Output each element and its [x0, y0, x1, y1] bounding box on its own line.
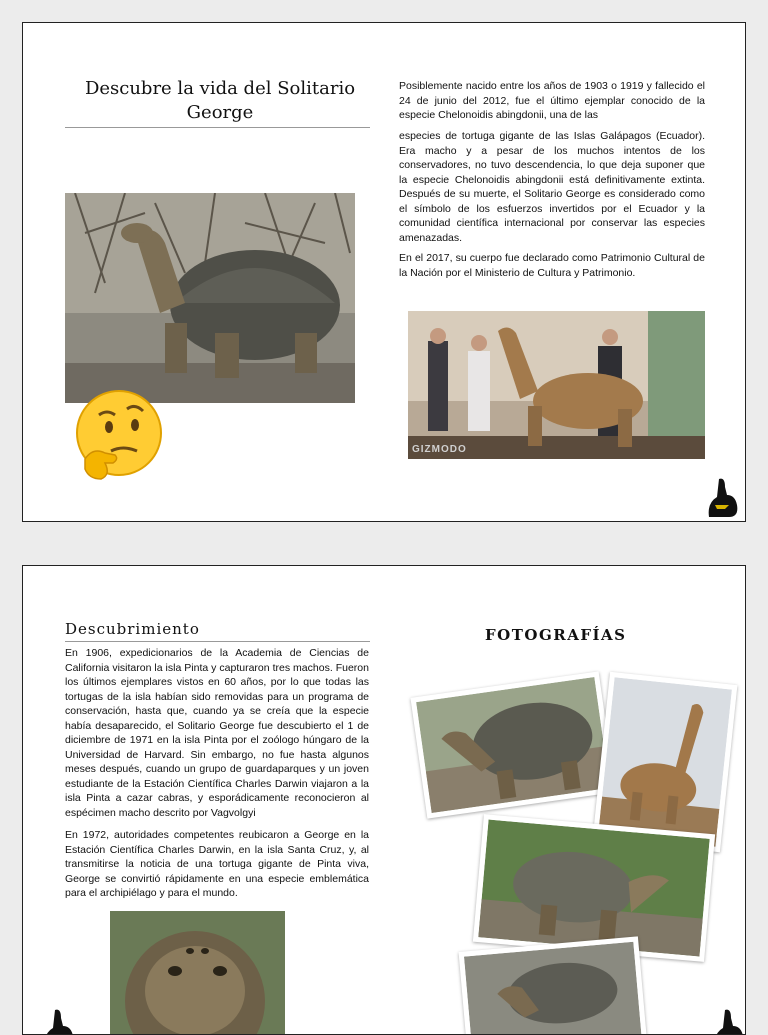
- section-heading: Descubrimiento: [65, 620, 200, 638]
- intro-paragraph: Posiblemente nacido entre los años de 1903 o 1919 y fallecido el 24 de junio del 2012, fue el último ejemplar conocido de la especie Chelonoidis abingdonii, una de las: [399, 80, 705, 121]
- museum-photo: [408, 311, 705, 459]
- photo-watermark: GIZMODO: [412, 444, 467, 455]
- rabbit-logo-icon-left: [41, 1006, 75, 1035]
- rabbit-logo-icon: [705, 475, 739, 519]
- page-1: [22, 22, 746, 522]
- photos-title: FOTOGRAFÍAS: [485, 626, 627, 644]
- heritage-paragraph: En el 2017, su cuerpo fue declarado como Patrimonio Cultural de la Nación por el Ministerio de Cultura y Patrimonio.: [399, 252, 705, 279]
- rabbit-logo-icon-right: [711, 1006, 745, 1035]
- description-paragraph: especies de tortuga gigante de las Islas Galápagos (Ecuador). Era macho y a pesar de los muchos intentos de los conservadores, no tuvo descendencia, lo que deja suponer que la especie Chelonoidis abingdonii está definitivamente extinta. Después de su muerte, el Solitario George es considerado como el símbolo de los esfuerzos invertidos por el Ecuador y la comunidad científica internacional por conservar las especies amenazadas.: [399, 130, 705, 244]
- discovery-paragraph: En 1906, expedicionarios de la Academia de Ciencias de California visitaron la isla Pinta y capturaron tres machos. Fueron los últimos ejemplares vistos en 60 años, por lo que todas las tortugas de la isla habían sido removidas para un programa de conservación, hasta que, cuando ya se creía que la especie había desaparecido, el Solitario George fue descubierto el 1 de diciembre de 1971 en la isla Pinta por el zoólogo húngaro de la Universidad de Harvard. Sin embargo, no fue hasta algunos meses después, cuando un grupo de guardaparques y un joven estudiante de la Estación Científica Charles Darwin viajaron a la isla Pinta a cazar cabras, y esporádicamente reconocieron al espécimen macho descrito por Vagvolgyi: [65, 647, 369, 819]
- thinking-face-icon: [71, 385, 163, 485]
- collage-photo-4: [459, 936, 648, 1035]
- page-2: [22, 565, 746, 1035]
- tortoise-photo: [65, 193, 355, 403]
- heading-divider: [65, 641, 370, 642]
- page-title: Descubre la vida del Solitario George: [84, 78, 356, 123]
- relocation-paragraph: En 1972, autoridades competentes reubicaron a George en la Estación Científica Charles Darwin, en la isla Santa Cruz, y, al transmitirse la noticia de una tortuga gigante de Pinta viva, George se convirtió rápidamente en una especie emblemática para el archipiélago y para el mundo.: [65, 829, 369, 899]
- title-divider: [65, 127, 370, 128]
- tortoise-closeup-photo: [110, 911, 285, 1035]
- collage-photo-1: [410, 671, 615, 818]
